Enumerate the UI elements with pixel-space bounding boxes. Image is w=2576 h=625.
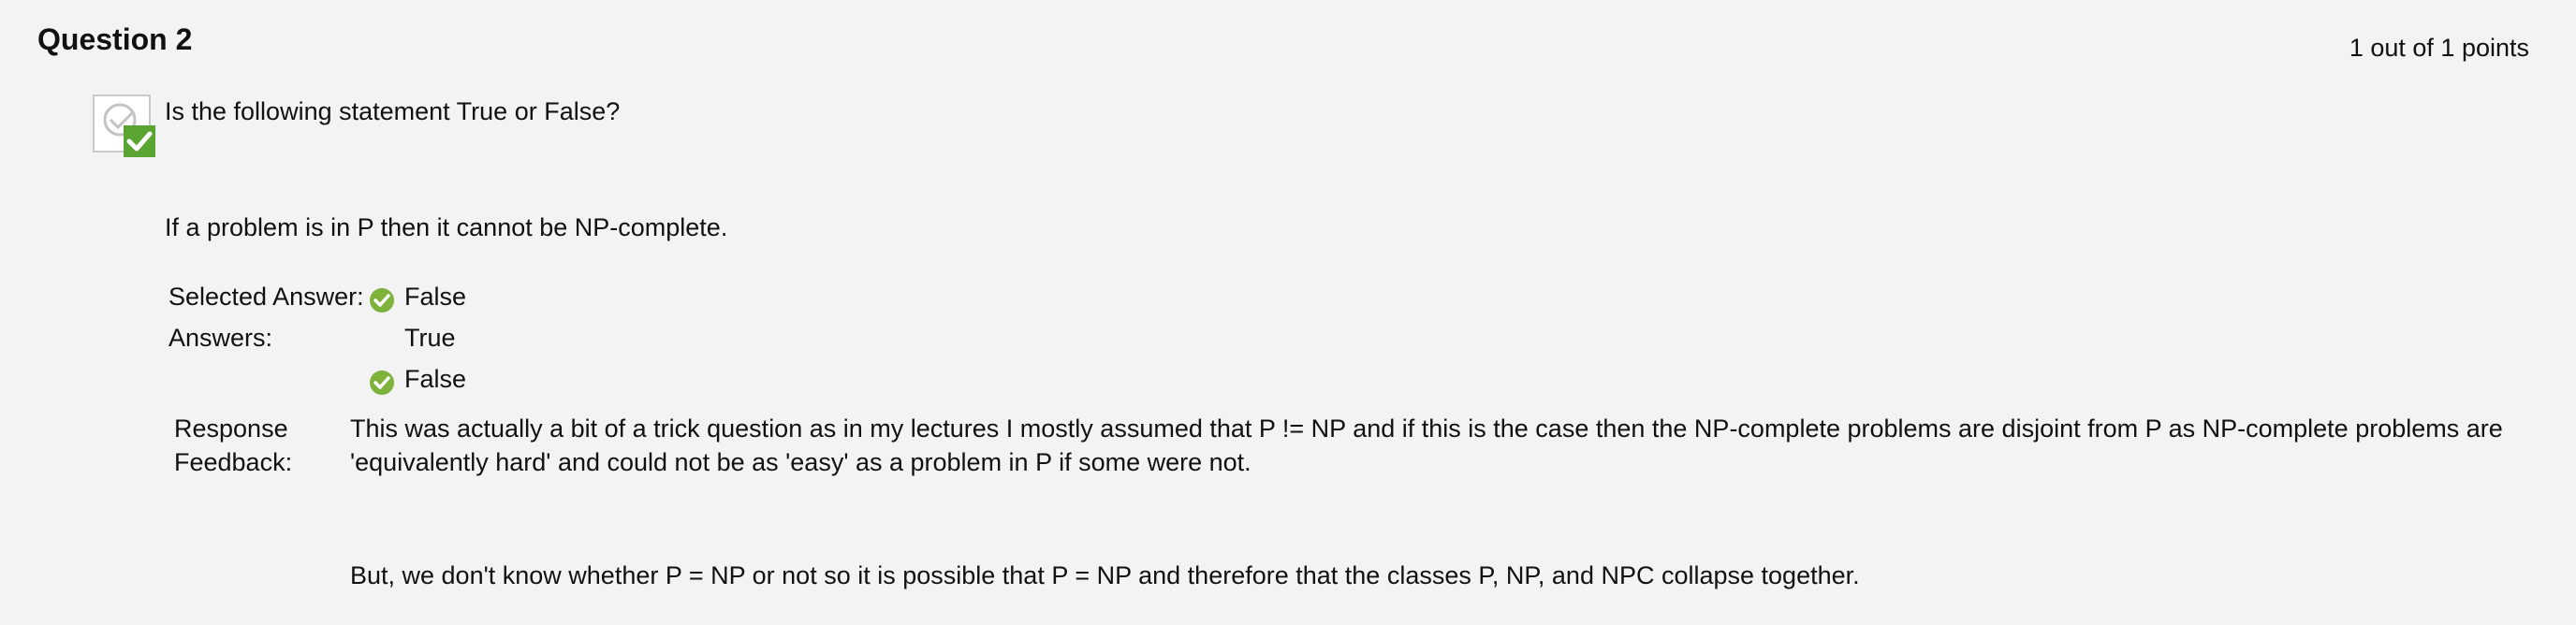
feedback-label-line2: Feedback: bbox=[174, 448, 293, 476]
selected-answer-value: False bbox=[404, 283, 467, 311]
answer-option-true: True bbox=[404, 324, 456, 352]
feedback-paragraph-2: But, we don't know whether P = NP or not so it is possible that P = NP and therefore that the classes P, NP, and NPC collapse together. bbox=[350, 561, 1860, 589]
question-statement: If a problem is in P then it cannot be NP-complete. bbox=[165, 213, 728, 241]
points-score: 1 out of 1 points bbox=[2349, 34, 2529, 62]
response-feedback-label bbox=[174, 412, 324, 479]
answers-label: Answers: bbox=[168, 324, 273, 352]
check-circle-icon bbox=[369, 287, 395, 313]
answer-option-false: False bbox=[404, 365, 467, 393]
feedback-label-line1: Response bbox=[174, 414, 288, 443]
question-title: Question 2 bbox=[37, 22, 193, 56]
check-circle-icon bbox=[369, 370, 395, 396]
question-prompt: Is the following statement True or False? bbox=[165, 97, 621, 125]
question-correct-icon bbox=[92, 94, 157, 159]
selected-answer-label: Selected Answer: bbox=[168, 283, 364, 311]
feedback-paragraph-1: This was actually a bit of a trick question as in my lectures I mostly assumed that P != NP and if this is the case then the NP-complete problems are disjoint from P as NP-complete problems are 'equivalently hard' and could not be as 'easy' as a problem in P if some were not. bbox=[350, 414, 2503, 476]
